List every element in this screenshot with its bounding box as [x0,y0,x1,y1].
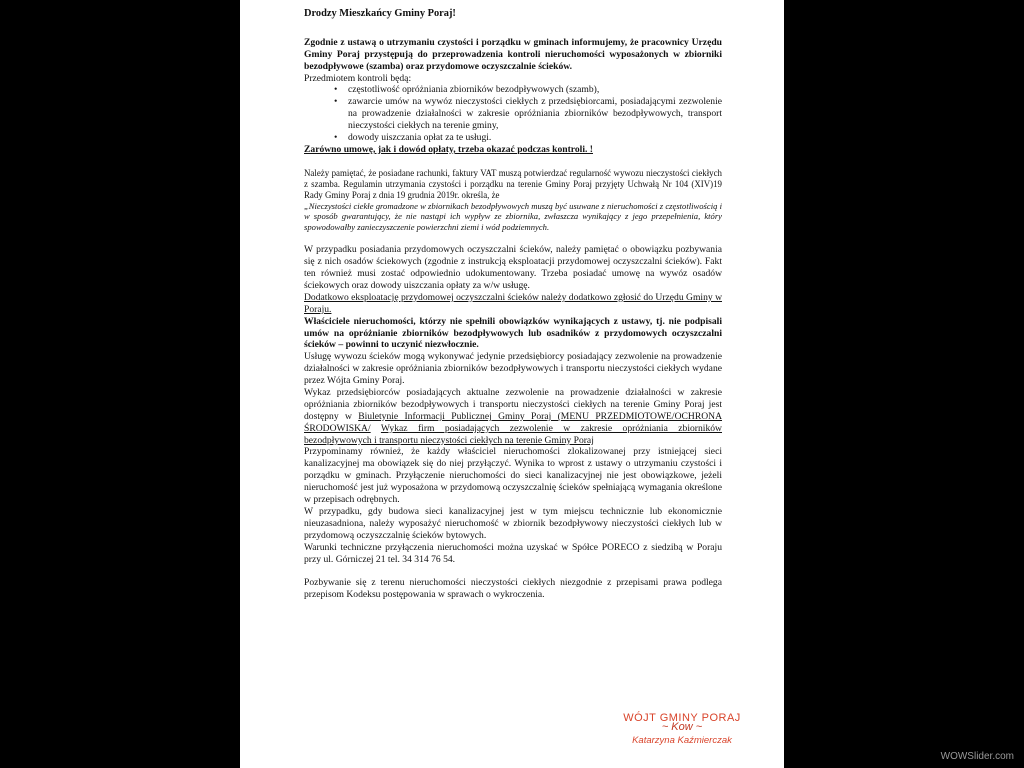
receipts-paragraph: Należy pamiętać, że posiadane rachunki, faktury VAT muszą potwierdzać regularność wywozu nieczystości ciekłych z szamba. Regulamin utrzymania czystości i porządku na terenie Gminy Poraj przyjęty Uchwałą Nr 104 (XIV)19 Rady Gminy Poraj z dnia 19 grudnia 2019r. określa, że [304,167,722,200]
owners-obligation-paragraph: Właściciele nieruchomości, którzy nie spełnili obowiązków wynikających z ustawy, tj. nie podpisali umów na opróżnianie zbiorników bezodpływowych lub osadników z przydomowych oczyszczalni ścieków – powinni to uczynić niezwłocznie. [304,315,722,351]
penalty-paragraph: Pozbywanie się z terenu nieruchomości nieczystości ciekłych niezgodnie z przepisami prawa podlega przepisom Kodeksu postępowania w sprawach o wykroczenia. [304,577,722,601]
greeting: Drodzy Mieszkańcy Gminy Poraj! [304,8,456,19]
services-paragraph: Usługę wywozu ścieków mogą wykonywać jedynie przedsiębiorcy posiadający zezwolenie na prowadzenie działalności w zakresie opróżniania zbiorników bezodpływowych i transportu nieczystości ciekłych wydane przez Wójta Gminy Poraj. [304,351,722,387]
letter-body [304,8,722,601]
register-paragraph: Dodatkowo eksploatację przydomowej oczyszczalni ścieków należy dodatkowo zgłosić do Urzędu Gminy w Poraju. [304,291,722,315]
regulation-quote: „Nieczystości ciekłe gromadzone w zbiornikach bezodpływowych muszą być usuwane z nieruchomości z częstotliwością i w sposób gwarantujący, że nie nastąpi ich wypływ ze zbiornika, zwłaszcza wynikający z jego przepełnienia, który spowodowałby zanieczyszczenie powierzchni ziemi i wód podziemnych. [304,200,722,232]
bip-link[interactable]: Biuletynie Informacji Publicznej Gminy Poraj (MENU PRZEDMIOTOWE/OCHRONA ŚRODOWISKA/ [304,410,723,434]
mayor-signature-stamp [602,712,762,746]
signature-scrawl: ~ Kow ~ [661,721,703,733]
list-item: • częstotliwość opróżniania zbiorników bezodpływowych (szamb), [334,84,722,96]
watermark: WOWSlider.com [940,751,1014,762]
companies-list-text: Wykaz przedsiębiorców posiadających aktualne zezwolenie na prowadzenie działalności w zakresie opróżniania zbiorników bezodpływowych i transportu nieczystości ciekłych na terenie Gminy Poraj jest dostępny w [304,387,722,422]
intro-paragraph: Zgodnie z ustawą o utrzymaniu czystości i porządku w gminach informujemy, że pracownicy Urzędu Gminy Poraj przystępują do przeprowadzenia kontroli nieruchomości wyposażonych w zbiorniki bezodpływowe (szamba) oraz przydomowe oczyszczalnie ścieków. [304,36,722,72]
list-item: • zawarcie umów na wywóz nieczystości ciekłych z przedsiębiorcami, posiadającymi zezwolenie na prowadzenie działalności w zakresie opróżniania zbiorników bezodpływowych, transport nieczystości ciekłych na terenie gminy, [334,96,722,132]
document-page [240,0,784,768]
treatment-plant-paragraph: W przypadku posiadania przydomowych oczyszczalni ścieków, należy pamiętać o obowiązku pozbywania się z nich osadów ściekowych (zgodnie z instrukcją eksploatacji przydomowej oczyszczalni ścieków). Fakt ten również musi zostać odpowiednio udokumentowany. Trzeba posiadać umowę na wywóz osadów ściekowych oraz dowody uiszczania opłaty za w/w usługę. [304,244,722,292]
companies-list-paragraph [304,387,722,446]
both-required-note: Zarówno umowę, jak i dowód opłaty, trzeba okazać podczas kontroli. ! [304,143,593,155]
no-sewer-paragraph: W przypadku, gdy budowa sieci kanalizacyjnej jest w tym miejscu technicznie lub ekonomicznie nieuzasadniona, należy wyposażyć nieruchomość w zbiornik bezodpływowy nieczystości ciekłych lub w przydomową oczyszczalnię ścieków bytowych. [304,505,722,541]
technical-conditions-paragraph: Warunki techniczne przyłączenia nieruchomości można uzyskać w Spółce PORECO z siedzibą w Poraju przy ul. Górniczej 21 tel. 34 314 76 54. [304,541,722,565]
signature-name: Katarzyna Kaźmierczak [632,735,732,746]
signature-title: WÓJT GMINY PORAJ [623,712,741,724]
inspection-items-list [304,84,722,143]
subject-intro: Przedmiotem kontroli będą: [304,72,412,84]
sewer-connection-paragraph: Przypominamy również, że każdy właściciel nieruchomości zlokalizowanej przy istniejącej sieci kanalizacyjnej ma obowiązek się do niej przyłączyć. Wynika to wprost z ustawy o utrzymaniu czystości i porządku w gminach. Przyłączenie nieruchomości do sieci kanalizacyjnej nie jest obowiązkowe, jeżeli nieruchomość jest już wyposażona w przydomową oczyszczalnię ścieków spełniającą wymagania określone w przepisach odrębnych. [304,446,722,506]
companies-list-link[interactable]: Wykaz firm posiadających zezwolenie w zakresie opróżniania zbiorników bezodpływowych i transportu nieczystości ciekłych na terenie Gminy Poraj [304,422,722,446]
list-item: • dowody uiszczania opłat za te usługi. [334,132,722,144]
